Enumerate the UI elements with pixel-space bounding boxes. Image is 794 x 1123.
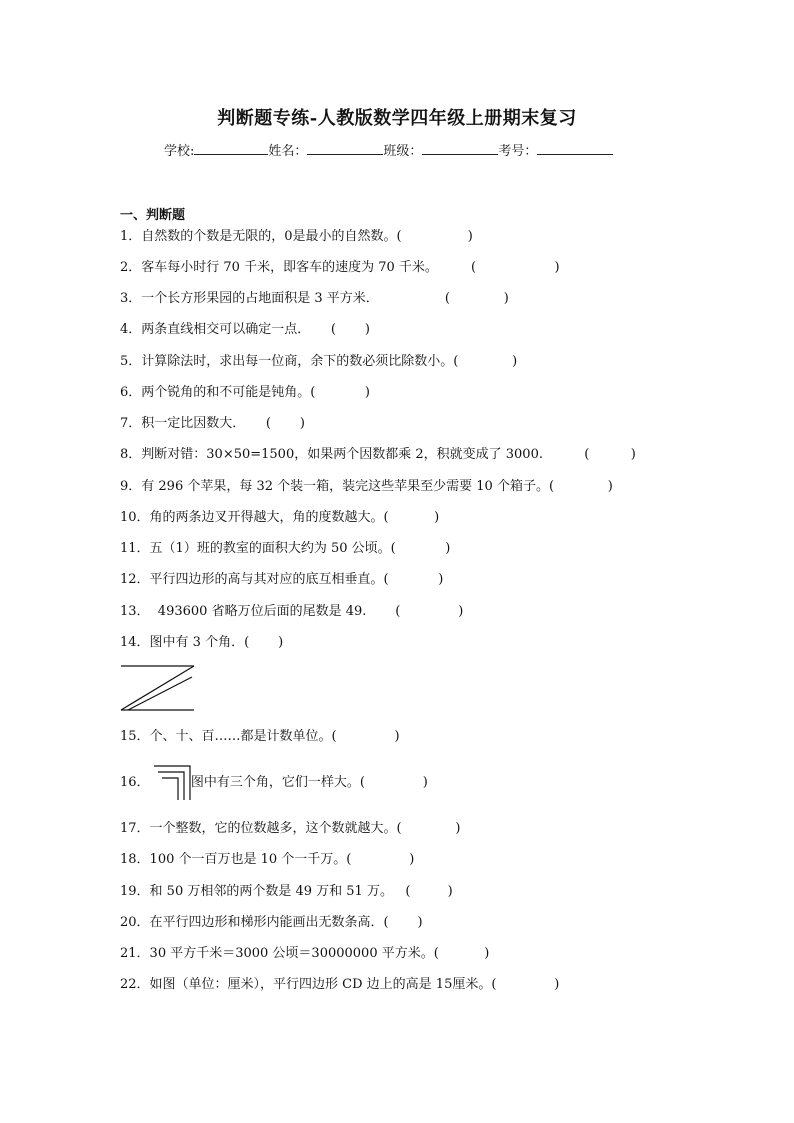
school-label: 学校:: [164, 144, 195, 159]
question-10: 10．角的两条边叉开得越大，角的度数越大。( ): [120, 510, 440, 525]
class-blank: [422, 141, 498, 155]
question-17: 17．一个整数，它的位数越多，这个数就越大。( ): [120, 821, 461, 836]
class-label: 班级：: [383, 144, 423, 159]
question-22: 22．如图（单位：厘米），平行四边形 CD 边上的高是 15厘米。( ): [120, 977, 560, 992]
question-6: 6．两个锐角的和不可能是钝角。( ): [120, 385, 371, 400]
figure-q16-corners: [148, 763, 194, 803]
question-20: 20．在平行四边形和梯形内能画出无数条高．( ): [120, 915, 423, 930]
question-16: 16． 图中有三个角，它们一样大。( ): [120, 775, 428, 790]
exam-no-blank: [537, 141, 613, 155]
school-blank: [194, 141, 268, 155]
question-12: 12．平行四边形的高与其对应的底互相垂直。( ): [120, 572, 444, 587]
section-title: 一、判断题: [120, 208, 186, 223]
question-3: 3．一个长方形果园的占地面积是 3 平方米． ( ): [120, 291, 509, 306]
question-4: 4．两条直线相交可以确定一点． ( ): [120, 322, 371, 337]
exam-no-label: 考号：: [498, 144, 538, 159]
question-8: 8．判断对错：30×50=1500，如果两个因数都乘 2，积就变成了 3000. ( ): [120, 447, 636, 462]
question-14: 14．图中有 3 个角．( ): [120, 635, 284, 650]
name-label: 姓名：: [268, 144, 308, 159]
question-7: 7．积一定比因数大． ( ): [120, 416, 306, 431]
question-5: 5．计算除法时，求出每一位商，余下的数必须比除数小。( ): [120, 354, 518, 369]
question-1: 1．自然数的个数是无限的，0是最小的自然数。( ): [120, 229, 473, 244]
question-15: 15．个、十、百……都是计数单位。( ): [120, 729, 400, 744]
question-2: 2．客车每小时行 70 千米，即客车的速度为 70 千米。 ( ): [120, 260, 560, 275]
question-13: 13． 493600 省略万位后面的尾数是 49. ( ): [120, 604, 464, 619]
question-21: 21．30 平方千米＝3000 公顷＝30000000 平方米。( ): [120, 946, 490, 961]
figure-q14-angles: [120, 663, 198, 713]
question-11: 11．五（1）班的教室的面积大约为 50 公顷。( ): [120, 541, 451, 556]
page-title: 判断题专练-人教版数学四年级上册期末复习: [217, 108, 577, 129]
question-9: 9．有 296 个苹果，每 32 个装一箱，装完这些苹果至少需要 10 个箱子。( ): [120, 479, 613, 494]
question-18: 18．100 个一百万也是 10 个一千万。( ): [120, 852, 415, 867]
name-blank: [307, 141, 383, 155]
student-info-line: [164, 140, 613, 159]
question-19: 19．和 50 万相邻的两个数是 49 万和 51 万。 ( ): [120, 884, 453, 899]
